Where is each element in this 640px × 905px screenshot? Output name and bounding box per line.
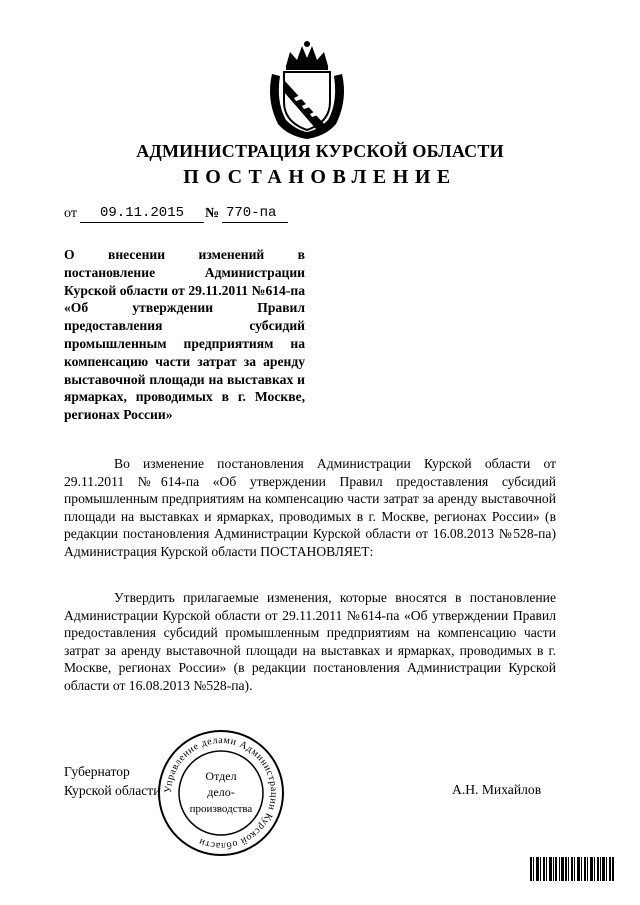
subject-heading: О внесении изменений в постановление Администрации Курской области от 29.11.2011 №614-па «Об утверждении Правил предоставления субсидий промышленным предприятиям на компенсацию части затрат за аренду выставочной площади на выставках и ярмарках, проводимых в г. Москве, регионах России» <box>64 247 305 423</box>
dateline <box>64 204 324 224</box>
date-label: от <box>64 206 77 221</box>
signer-position-line-2: Курской области <box>64 783 161 798</box>
organization-name: АДМИНИСТРАЦИЯ КУРСКОЙ ОБЛАСТИ <box>136 141 504 161</box>
signer-name: А.Н. Михайлов <box>452 782 542 797</box>
barcode-icon <box>530 857 614 881</box>
coat-of-arms-icon <box>264 40 350 140</box>
number-label: № <box>205 206 220 221</box>
signer-position <box>64 762 161 800</box>
body-paragraph-1: Во изменение постановления Администрации Курской области от 29.11.2011 №614-па «Об утверждении Правил предоставления субсидий промышленным предприятиям на компенсацию части затрат за аренду выставочной площади на выставках и ярмарках, проводимых в г. Москве, регионах России» (в редакции постановления Администрации Курской области от 16.08.2013 №528-па) Администрация Курской области ПОСТАНОВЛЯЕТ: <box>64 456 556 559</box>
date-value: 09.11.2015 <box>80 204 204 223</box>
number-value: 770-па <box>222 204 288 223</box>
document-type: ПОСТАНОВЛЕНИЕ <box>183 166 457 188</box>
stamp-center-line-1: Отдел <box>205 769 237 783</box>
stamp-center-line-3: производства <box>189 803 253 815</box>
signer-position-line-1: Губернатор <box>64 764 130 779</box>
office-stamp-icon <box>156 728 286 858</box>
body-paragraph-2: Утвердить прилагаемые изменения, которые вносятся в постановление Администрации Курской области от 29.11.2011 №614-па «Об утверждении Правил предоставления субсидий промышленным предприятиям на компенсацию части затрат за аренду выставочной площади на выставках и ярмарках, проводимых в г. Москве, регионах России» (в редакции постановления Администрации Курской области от 16.08.2013 №528-па). <box>64 590 556 693</box>
stamp-center-line-2: дело- <box>207 785 235 799</box>
stamp-ring-text: Управление делами Администрации Курской области <box>162 734 280 852</box>
